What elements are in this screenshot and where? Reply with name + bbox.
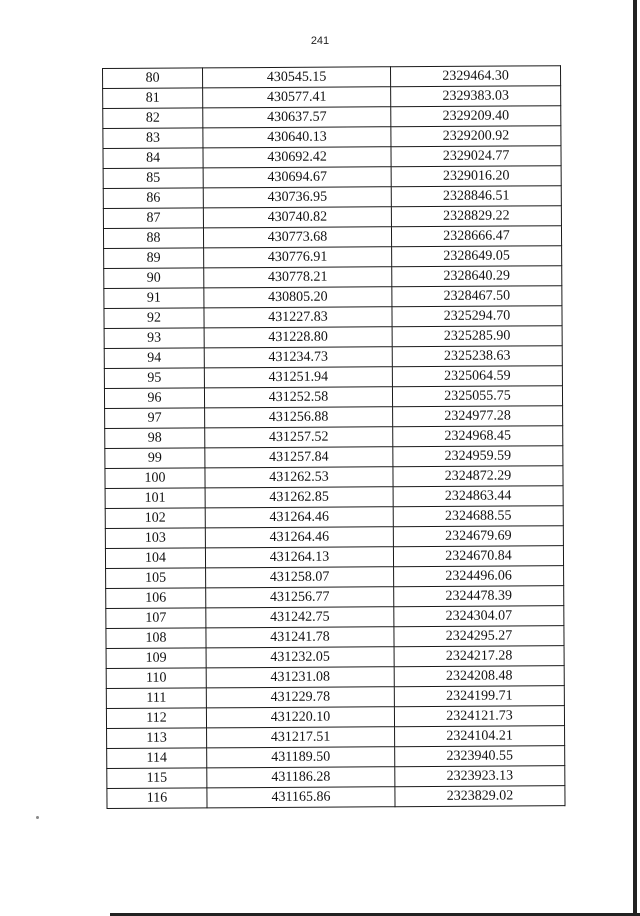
x-coordinate-cell: 431257.84 [205, 447, 393, 468]
y-coordinate-cell: 2324295.27 [394, 626, 564, 647]
table-row [106, 566, 564, 589]
x-coordinate-cell: 431256.77 [206, 587, 394, 608]
y-coordinate-cell: 2329016.20 [391, 166, 561, 187]
table-row [103, 126, 561, 149]
y-coordinate-cell: 2323923.13 [395, 766, 565, 787]
table-row [106, 686, 564, 709]
table-row [104, 366, 562, 389]
point-number-cell: 95 [104, 368, 204, 389]
x-coordinate-cell: 431258.07 [206, 567, 394, 588]
y-coordinate-cell: 2328666.47 [391, 226, 561, 247]
y-coordinate-cell: 2323940.55 [395, 746, 565, 767]
y-coordinate-cell: 2329209.40 [391, 106, 561, 127]
point-number-cell: 114 [107, 748, 207, 769]
x-coordinate-cell: 431186.28 [207, 767, 395, 788]
table-row [104, 346, 562, 369]
y-coordinate-cell: 2324121.73 [394, 706, 564, 727]
y-coordinate-cell: 2325055.75 [392, 386, 562, 407]
x-coordinate-cell: 431229.78 [206, 687, 394, 708]
table-row [107, 786, 565, 809]
x-coordinate-cell: 431242.75 [206, 607, 394, 628]
y-coordinate-cell: 2325294.70 [392, 306, 562, 327]
point-number-cell: 102 [105, 508, 205, 529]
point-number-cell: 104 [105, 548, 205, 569]
x-coordinate-cell: 431217.51 [207, 727, 395, 748]
y-coordinate-cell: 2324478.39 [394, 586, 564, 607]
x-coordinate-cell: 431252.58 [204, 387, 392, 408]
y-coordinate-cell: 2324968.45 [393, 426, 563, 447]
x-coordinate-cell: 431251.94 [204, 367, 392, 388]
y-coordinate-cell: 2324304.07 [394, 606, 564, 627]
point-number-cell: 91 [104, 288, 204, 309]
x-coordinate-cell: 431220.10 [206, 707, 394, 728]
table-row [105, 526, 563, 549]
x-coordinate-cell: 431262.53 [205, 467, 393, 488]
table-row [105, 426, 563, 449]
point-number-cell: 97 [105, 408, 205, 429]
y-coordinate-cell: 2325064.59 [392, 366, 562, 387]
point-number-cell: 87 [103, 208, 203, 229]
x-coordinate-cell: 431241.78 [206, 627, 394, 648]
y-coordinate-cell: 2328640.29 [392, 266, 562, 287]
coordinates-table [102, 65, 566, 809]
point-number-cell: 100 [105, 468, 205, 489]
point-number-cell: 106 [106, 588, 206, 609]
x-coordinate-cell: 430778.21 [204, 267, 392, 288]
x-coordinate-cell: 431234.73 [204, 347, 392, 368]
y-coordinate-cell: 2328846.51 [391, 186, 561, 207]
x-coordinate-cell: 430740.82 [203, 207, 391, 228]
table-row [105, 546, 563, 569]
point-number-cell: 111 [106, 688, 206, 709]
table-row [105, 506, 563, 529]
table-row [103, 186, 561, 209]
point-number-cell: 108 [106, 628, 206, 649]
table-row [103, 106, 561, 129]
point-number-cell: 80 [103, 68, 203, 89]
table-row [106, 646, 564, 669]
point-number-cell: 88 [103, 228, 203, 249]
y-coordinate-cell: 2324104.21 [395, 726, 565, 747]
y-coordinate-cell: 2324496.06 [394, 566, 564, 587]
table-row [104, 266, 562, 289]
x-coordinate-cell: 431232.05 [206, 647, 394, 668]
point-number-cell: 85 [103, 168, 203, 189]
point-number-cell: 89 [104, 248, 204, 269]
y-coordinate-cell: 2325285.90 [392, 326, 562, 347]
point-number-cell: 84 [103, 148, 203, 169]
x-coordinate-cell: 430736.95 [203, 187, 391, 208]
table-row [103, 86, 561, 109]
table-row [106, 626, 564, 649]
point-number-cell: 113 [107, 728, 207, 749]
y-coordinate-cell: 2323829.02 [395, 786, 565, 807]
table-row [107, 726, 565, 749]
y-coordinate-cell: 2324959.59 [393, 446, 563, 467]
table-row [107, 766, 565, 789]
point-number-cell: 115 [107, 768, 207, 789]
y-coordinate-cell: 2324199.71 [394, 686, 564, 707]
point-number-cell: 101 [105, 488, 205, 509]
point-number-cell: 82 [103, 108, 203, 129]
y-coordinate-cell: 2324208.48 [394, 666, 564, 687]
y-coordinate-cell: 2324863.44 [393, 486, 563, 507]
y-coordinate-cell: 2329200.92 [391, 126, 561, 147]
x-coordinate-cell: 430692.42 [203, 147, 391, 168]
point-number-cell: 94 [104, 348, 204, 369]
y-coordinate-cell: 2324670.84 [393, 546, 563, 567]
x-coordinate-cell: 431262.85 [205, 487, 393, 508]
table-row [103, 206, 561, 229]
table-row [104, 286, 562, 309]
point-number-cell: 83 [103, 128, 203, 149]
x-coordinate-cell: 431256.88 [205, 407, 393, 428]
x-coordinate-cell: 430773.68 [203, 227, 391, 248]
table-row [106, 706, 564, 729]
point-number-cell: 93 [104, 328, 204, 349]
x-coordinate-cell: 431264.46 [205, 527, 393, 548]
point-number-cell: 107 [106, 608, 206, 629]
page-edge-right [633, 0, 637, 916]
point-number-cell: 99 [105, 448, 205, 469]
y-coordinate-cell: 2328649.05 [392, 246, 562, 267]
y-coordinate-cell: 2324977.28 [393, 406, 563, 427]
table-row [104, 326, 562, 349]
table-row [106, 606, 564, 629]
y-coordinate-cell: 2324679.69 [393, 526, 563, 547]
table-row [104, 386, 562, 409]
scan-speck [36, 816, 39, 819]
x-coordinate-cell: 431264.46 [205, 507, 393, 528]
point-number-cell: 112 [106, 708, 206, 729]
point-number-cell: 98 [105, 428, 205, 449]
table-row [103, 226, 561, 249]
table-row [103, 166, 561, 189]
x-coordinate-cell: 430776.91 [204, 247, 392, 268]
point-number-cell: 90 [104, 268, 204, 289]
x-coordinate-cell: 431264.13 [205, 547, 393, 568]
table-row [105, 406, 563, 429]
y-coordinate-cell: 2325238.63 [392, 346, 562, 367]
table-row [104, 246, 562, 269]
y-coordinate-cell: 2324872.29 [393, 466, 563, 487]
y-coordinate-cell: 2324217.28 [394, 646, 564, 667]
y-coordinate-cell: 2324688.55 [393, 506, 563, 527]
x-coordinate-cell: 430637.57 [203, 107, 391, 128]
table-row [107, 746, 565, 769]
point-number-cell: 92 [104, 308, 204, 329]
point-number-cell: 105 [106, 568, 206, 589]
table-row [103, 66, 561, 89]
x-coordinate-cell: 430577.41 [203, 87, 391, 108]
x-coordinate-cell: 431231.08 [206, 667, 394, 688]
point-number-cell: 86 [103, 188, 203, 209]
table-row [105, 486, 563, 509]
x-coordinate-cell: 431227.83 [204, 307, 392, 328]
point-number-cell: 81 [103, 88, 203, 109]
x-coordinate-cell: 430640.13 [203, 127, 391, 148]
table-row [105, 466, 563, 489]
y-coordinate-cell: 2329464.30 [390, 66, 560, 87]
point-number-cell: 103 [105, 528, 205, 549]
y-coordinate-cell: 2328829.22 [391, 206, 561, 227]
x-coordinate-cell: 430694.67 [203, 167, 391, 188]
x-coordinate-cell: 431257.52 [205, 427, 393, 448]
table-row [105, 446, 563, 469]
y-coordinate-cell: 2329024.77 [391, 146, 561, 167]
y-coordinate-cell: 2329383.03 [391, 86, 561, 107]
point-number-cell: 110 [106, 668, 206, 689]
table-row [104, 306, 562, 329]
table-row [106, 666, 564, 689]
table-body [103, 66, 566, 809]
point-number-cell: 116 [107, 788, 207, 809]
point-number-cell: 109 [106, 648, 206, 669]
point-number-cell: 96 [104, 388, 204, 409]
x-coordinate-cell: 431228.80 [204, 327, 392, 348]
x-coordinate-cell: 431165.86 [207, 787, 395, 808]
x-coordinate-cell: 430805.20 [204, 287, 392, 308]
y-coordinate-cell: 2328467.50 [392, 286, 562, 307]
page-number: 241 [310, 35, 330, 47]
table-row [103, 146, 561, 169]
table-row [106, 586, 564, 609]
x-coordinate-cell: 431189.50 [207, 747, 395, 768]
x-coordinate-cell: 430545.15 [203, 67, 391, 88]
coordinates-table-container [102, 65, 566, 809]
